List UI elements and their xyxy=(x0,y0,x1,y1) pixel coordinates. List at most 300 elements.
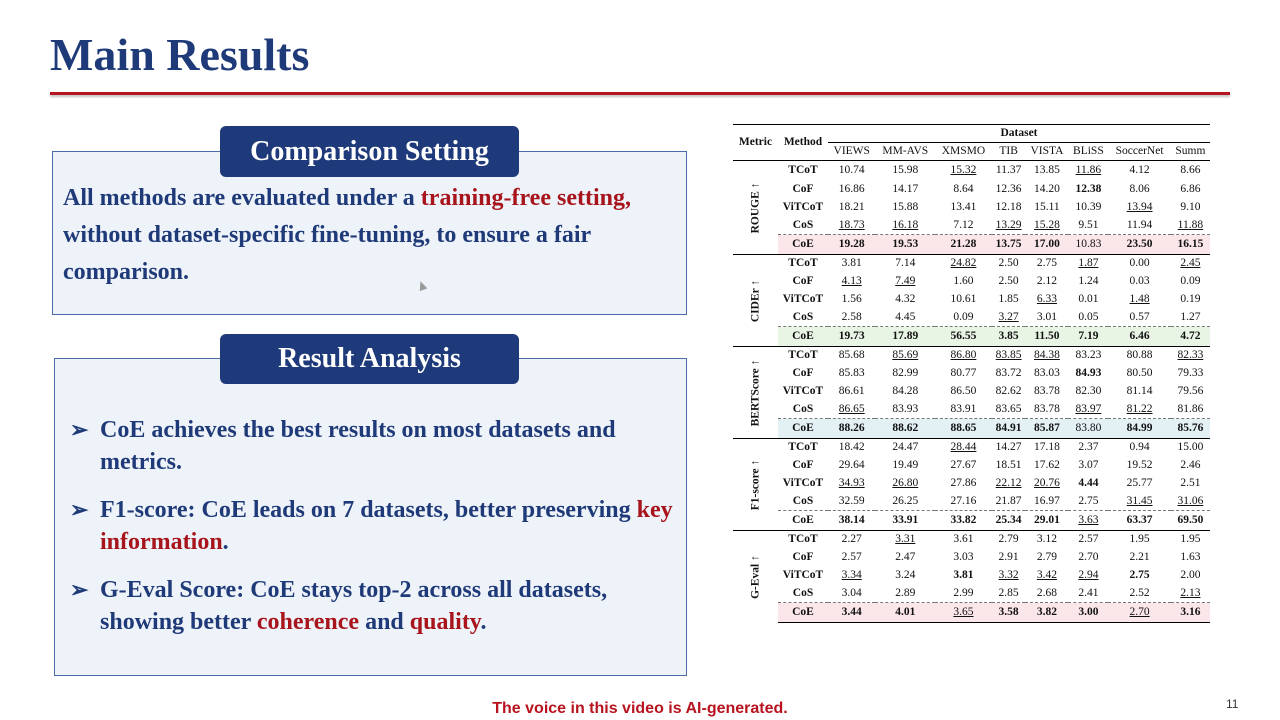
value-cell: 19.73 xyxy=(828,327,875,347)
method-cell: CoE xyxy=(778,511,828,531)
value-cell: 86.50 xyxy=(950,385,977,397)
value-cell: 2.27 xyxy=(828,531,875,549)
table-row xyxy=(733,161,1210,181)
value-cell: 19.53 xyxy=(875,235,935,255)
value-cell: 0.57 xyxy=(1129,310,1150,323)
value-cell: 3.58 xyxy=(992,603,1026,623)
value-cell: 2.85 xyxy=(998,586,1019,599)
metric-cell xyxy=(733,531,778,623)
value-cell: 4.72 xyxy=(1171,327,1210,347)
value-cell: 83.85 xyxy=(992,347,1026,365)
value-cell: 4.13 xyxy=(841,275,862,287)
method-cell: CoS xyxy=(792,218,814,231)
table-row xyxy=(733,511,1210,531)
value-cell: 3.82 xyxy=(1025,603,1068,623)
value-cell: 6.86 xyxy=(1180,183,1201,195)
header-dataset-name: XMSMO xyxy=(935,143,992,161)
value-cell: 27.67 xyxy=(950,459,977,471)
method-cell: TCoT xyxy=(778,439,828,457)
table-row xyxy=(733,585,1210,603)
value-cell: 83.72 xyxy=(995,367,1022,379)
value-cell: 2.50 xyxy=(998,275,1019,287)
value-cell: 21.28 xyxy=(935,235,992,255)
value-cell: 0.01 xyxy=(1078,293,1099,305)
metric-label: CIDEr ↑ xyxy=(749,279,761,322)
value-cell: 0.09 xyxy=(1180,275,1201,287)
value-cell: 1.24 xyxy=(1078,275,1099,287)
value-cell: 88.62 xyxy=(875,419,935,439)
value-cell: 80.77 xyxy=(950,367,977,379)
value-cell: 82.62 xyxy=(995,385,1022,397)
value-cell: 2.37 xyxy=(1068,439,1108,457)
value-cell: 83.65 xyxy=(995,402,1022,415)
arrow-bullet-icon: ➢ xyxy=(70,577,89,602)
value-cell: 9.51 xyxy=(1078,218,1099,231)
table-row xyxy=(733,603,1210,623)
value-cell: 6.46 xyxy=(1108,327,1170,347)
value-cell: 82.99 xyxy=(892,367,919,379)
table-row xyxy=(733,309,1210,327)
method-cell: CoS xyxy=(792,586,814,599)
value-cell: 13.29 xyxy=(995,218,1022,231)
value-cell: 20.76 xyxy=(1034,477,1060,489)
value-cell: 3.81 xyxy=(953,569,974,581)
header-dataset-name: MM-AVS xyxy=(875,143,935,161)
value-cell: 29.01 xyxy=(1025,511,1068,531)
value-cell: 63.37 xyxy=(1108,511,1170,531)
table-row xyxy=(733,493,1210,511)
value-cell: 2.75 xyxy=(1025,255,1068,273)
metric-label: ROUGE ↑ xyxy=(749,182,761,233)
value-cell: 3.31 xyxy=(875,531,935,549)
value-cell: 0.05 xyxy=(1078,310,1099,323)
comparison-text-c: without dataset-specific fine-tuning, to ensure a fair comparison. xyxy=(63,222,591,285)
value-cell: 8.66 xyxy=(1171,161,1210,181)
value-cell: 80.88 xyxy=(1108,347,1170,365)
header-dataset-name: VISTA xyxy=(1025,143,1068,161)
method-cell: CoE xyxy=(778,327,828,347)
value-cell: 17.18 xyxy=(1025,439,1068,457)
table-row xyxy=(733,457,1210,475)
value-cell: 79.33 xyxy=(1177,367,1204,379)
table-row xyxy=(733,383,1210,401)
method-cell: CoF xyxy=(792,551,814,563)
value-cell: 13.94 xyxy=(1126,201,1153,213)
value-cell: 2.51 xyxy=(1180,477,1201,489)
value-cell: 13.41 xyxy=(950,201,977,213)
value-cell: 3.04 xyxy=(841,586,862,599)
bullet-item xyxy=(70,494,680,558)
value-cell: 83.91 xyxy=(950,402,977,415)
value-cell: 3.12 xyxy=(1025,531,1068,549)
value-cell: 80.50 xyxy=(1126,367,1153,379)
value-cell: 31.45 xyxy=(1126,494,1153,507)
header-dataset: Dataset xyxy=(828,125,1210,143)
value-cell: 19.49 xyxy=(892,459,919,471)
value-cell: 88.65 xyxy=(935,419,992,439)
bullet-emphasis: quality xyxy=(409,609,481,635)
value-cell: 84.99 xyxy=(1108,419,1170,439)
value-cell: 1.85 xyxy=(998,293,1019,305)
value-cell: 82.33 xyxy=(1171,347,1210,365)
bullet-text: . xyxy=(480,609,487,635)
metric-label: BERTScore ↑ xyxy=(749,359,761,426)
header-method: Method xyxy=(778,125,828,161)
value-cell: 1.95 xyxy=(1171,531,1210,549)
value-cell: 11.94 xyxy=(1126,218,1153,231)
value-cell: 2.21 xyxy=(1129,551,1150,563)
value-cell: 83.03 xyxy=(1034,367,1060,379)
value-cell: 21.87 xyxy=(995,494,1022,507)
value-cell: 32.59 xyxy=(838,494,865,507)
value-cell: 2.68 xyxy=(1036,586,1057,599)
value-cell: 2.94 xyxy=(1078,569,1099,581)
value-cell: 2.57 xyxy=(1068,531,1108,549)
table-row xyxy=(733,273,1210,291)
bullet-emphasis: key information xyxy=(100,497,673,555)
value-cell: 38.14 xyxy=(828,511,875,531)
value-cell: 2.75 xyxy=(1078,494,1099,507)
value-cell: 85.87 xyxy=(1025,419,1068,439)
value-cell: 82.30 xyxy=(1075,385,1102,397)
value-cell: 2.70 xyxy=(1108,603,1170,623)
analysis-heading: Result Analysis xyxy=(220,334,519,384)
value-cell: 1.27 xyxy=(1180,310,1201,323)
value-cell: 4.01 xyxy=(875,603,935,623)
value-cell: 2.79 xyxy=(1036,551,1057,563)
method-cell: CoF xyxy=(792,459,814,471)
table-row xyxy=(733,255,1210,273)
value-cell: 0.19 xyxy=(1180,293,1201,305)
bullet-text: G-Eval Score: CoE stays top-2 across all datasets, showing better xyxy=(100,577,608,635)
value-cell: 3.03 xyxy=(953,551,974,563)
metric-cell xyxy=(733,347,778,439)
value-cell: 85.69 xyxy=(875,347,935,365)
method-cell: CoE xyxy=(778,235,828,255)
value-cell: 81.14 xyxy=(1126,385,1153,397)
value-cell: 83.78 xyxy=(1034,402,1060,415)
method-cell: ViTCoT xyxy=(782,293,824,305)
table-row xyxy=(733,419,1210,439)
value-cell: 86.65 xyxy=(838,402,865,415)
value-cell: 24.47 xyxy=(875,439,935,457)
value-cell: 2.58 xyxy=(841,310,862,323)
value-cell: 14.17 xyxy=(892,183,919,195)
value-cell: 3.61 xyxy=(935,531,992,549)
value-cell: 24.82 xyxy=(935,255,992,273)
bullet-item xyxy=(70,414,680,478)
method-cell: CoS xyxy=(792,310,814,323)
value-cell: 18.73 xyxy=(838,218,865,231)
table-row xyxy=(733,401,1210,419)
value-cell: 10.83 xyxy=(1068,235,1108,255)
value-cell: 7.12 xyxy=(953,218,974,231)
value-cell: 85.76 xyxy=(1171,419,1210,439)
value-cell: 4.44 xyxy=(1078,477,1099,489)
value-cell: 18.51 xyxy=(995,459,1022,471)
results-table xyxy=(733,124,1210,623)
value-cell: 2.00 xyxy=(1180,569,1201,581)
value-cell: 12.38 xyxy=(1075,183,1102,195)
value-cell: 1.60 xyxy=(953,275,974,287)
value-cell: 11.37 xyxy=(992,161,1026,181)
value-cell: 84.91 xyxy=(992,419,1026,439)
value-cell: 0.00 xyxy=(1108,255,1170,273)
value-cell: 29.64 xyxy=(838,459,865,471)
value-cell: 33.82 xyxy=(935,511,992,531)
header-dataset-name: TIB xyxy=(992,143,1026,161)
value-cell: 3.85 xyxy=(992,327,1026,347)
value-cell: 3.81 xyxy=(828,255,875,273)
value-cell: 0.09 xyxy=(953,310,974,323)
table-row xyxy=(733,327,1210,347)
table-row xyxy=(733,347,1210,365)
ai-voice-notice: The voice in this video is AI-generated. xyxy=(492,700,788,717)
metric-label: F1-score ↑ xyxy=(749,459,761,510)
value-cell: 16.18 xyxy=(892,218,919,231)
value-cell: 4.12 xyxy=(1108,161,1170,181)
value-cell: 28.44 xyxy=(935,439,992,457)
comparison-text-a: All methods are evaluated under a xyxy=(63,185,421,211)
method-cell: ViTCoT xyxy=(782,385,824,397)
value-cell: 3.07 xyxy=(1078,459,1099,471)
value-cell: 2.70 xyxy=(1078,551,1099,563)
value-cell: 12.18 xyxy=(995,201,1022,213)
value-cell: 13.85 xyxy=(1025,161,1068,181)
value-cell: 9.10 xyxy=(1180,201,1201,213)
metric-label: G-Eval ↑ xyxy=(749,554,761,599)
method-cell: TCoT xyxy=(778,347,828,365)
table-row xyxy=(733,217,1210,235)
value-cell: 19.28 xyxy=(828,235,875,255)
value-cell: 3.34 xyxy=(841,569,862,581)
bullet-text: . xyxy=(222,529,229,555)
value-cell: 26.80 xyxy=(892,477,919,489)
value-cell: 83.78 xyxy=(1034,385,1060,397)
slide-title: Main Results xyxy=(50,29,310,80)
value-cell: 15.32 xyxy=(935,161,992,181)
value-cell: 4.45 xyxy=(895,310,916,323)
comparison-heading: Comparison Setting xyxy=(220,126,519,177)
metric-cell xyxy=(733,439,778,531)
value-cell: 2.47 xyxy=(895,551,916,563)
method-cell: ViTCoT xyxy=(782,477,824,489)
metric-cell xyxy=(733,161,778,255)
value-cell: 2.99 xyxy=(953,586,974,599)
value-cell: 85.83 xyxy=(838,367,865,379)
value-cell: 23.50 xyxy=(1108,235,1170,255)
value-cell: 3.65 xyxy=(935,603,992,623)
value-cell: 11.88 xyxy=(1177,218,1204,231)
value-cell: 2.46 xyxy=(1180,459,1201,471)
value-cell: 69.50 xyxy=(1171,511,1210,531)
value-cell: 15.00 xyxy=(1171,439,1210,457)
value-cell: 83.97 xyxy=(1075,402,1102,415)
value-cell: 2.41 xyxy=(1078,586,1099,599)
table-header-row xyxy=(733,125,1210,143)
method-cell: CoF xyxy=(792,183,814,195)
value-cell: 2.75 xyxy=(1129,569,1150,581)
value-cell: 56.55 xyxy=(935,327,992,347)
bullet-emphasis: coherence xyxy=(256,609,360,635)
value-cell: 2.52 xyxy=(1129,586,1150,599)
value-cell: 1.48 xyxy=(1129,293,1150,305)
value-cell: 2.50 xyxy=(992,255,1026,273)
comparison-emphasis: training-free setting, xyxy=(420,185,631,211)
value-cell: 3.16 xyxy=(1171,603,1210,623)
bullet-text: F1-score: CoE leads on 7 datasets, better preserving xyxy=(100,497,637,523)
value-cell: 19.52 xyxy=(1126,459,1153,471)
analysis-bullets xyxy=(70,414,680,654)
table-row xyxy=(733,439,1210,457)
value-cell: 3.63 xyxy=(1068,511,1108,531)
value-cell: 26.25 xyxy=(892,494,919,507)
value-cell: 16.15 xyxy=(1171,235,1210,255)
value-cell: 12.36 xyxy=(995,183,1022,195)
arrow-bullet-icon: ➢ xyxy=(70,417,89,442)
value-cell: 1.63 xyxy=(1180,551,1201,563)
value-cell: 34.93 xyxy=(838,477,865,489)
value-cell: 10.39 xyxy=(1075,201,1102,213)
value-cell: 22.12 xyxy=(995,477,1022,489)
value-cell: 2.91 xyxy=(998,551,1019,563)
value-cell: 18.21 xyxy=(838,201,865,213)
method-cell: CoE xyxy=(778,603,828,623)
method-cell: ViTCoT xyxy=(782,201,824,213)
value-cell: 84.93 xyxy=(1075,367,1102,379)
value-cell: 86.61 xyxy=(838,385,865,397)
header-dataset-name: SoccerNet xyxy=(1108,143,1170,161)
bullet-text: CoE achieves the best results on most datasets and metrics. xyxy=(100,417,616,475)
value-cell: 17.62 xyxy=(1034,459,1060,471)
value-cell: 14.20 xyxy=(1034,183,1060,195)
method-cell: ViTCoT xyxy=(782,569,824,581)
value-cell: 7.19 xyxy=(1068,327,1108,347)
value-cell: 17.89 xyxy=(875,327,935,347)
value-cell: 11.86 xyxy=(1068,161,1108,181)
value-cell: 3.00 xyxy=(1068,603,1108,623)
metric-cell xyxy=(733,255,778,347)
table-row xyxy=(733,291,1210,309)
method-cell: TCoT xyxy=(778,531,828,549)
value-cell: 81.22 xyxy=(1126,402,1153,415)
header-dataset-name: Summ xyxy=(1171,143,1210,161)
table-row xyxy=(733,199,1210,217)
value-cell: 15.98 xyxy=(875,161,935,181)
value-cell: 84.28 xyxy=(892,385,919,397)
value-cell: 2.89 xyxy=(895,586,916,599)
value-cell: 14.27 xyxy=(992,439,1026,457)
results-table-wrap xyxy=(733,124,1210,623)
method-cell: CoE xyxy=(778,419,828,439)
value-cell: 16.97 xyxy=(1034,494,1060,507)
method-cell: CoS xyxy=(792,402,814,415)
value-cell: 3.42 xyxy=(1036,569,1057,581)
value-cell: 79.56 xyxy=(1177,385,1204,397)
value-cell: 2.79 xyxy=(992,531,1026,549)
title-divider xyxy=(50,92,1230,95)
value-cell: 4.32 xyxy=(895,293,916,305)
table-row xyxy=(733,181,1210,199)
table-row xyxy=(733,475,1210,493)
value-cell: 88.26 xyxy=(828,419,875,439)
value-cell: 7.49 xyxy=(895,275,916,287)
header-dataset-name: BLiSS xyxy=(1068,143,1108,161)
bullet-text: and xyxy=(359,609,410,635)
comparison-text xyxy=(63,180,683,291)
value-cell: 16.86 xyxy=(838,183,865,195)
bullet-item xyxy=(70,574,680,638)
value-cell: 8.06 xyxy=(1129,183,1150,195)
value-cell: 0.03 xyxy=(1129,275,1150,287)
value-cell: 10.61 xyxy=(950,293,977,305)
value-cell: 3.24 xyxy=(895,569,916,581)
method-cell: CoS xyxy=(792,494,814,507)
value-cell: 31.06 xyxy=(1177,494,1204,507)
table-row xyxy=(733,531,1210,549)
method-cell: TCoT xyxy=(778,161,828,181)
value-cell: 25.77 xyxy=(1126,477,1153,489)
table-body xyxy=(733,161,1210,623)
page-number: 11 xyxy=(1226,697,1239,711)
method-cell: CoF xyxy=(792,275,814,287)
value-cell: 2.12 xyxy=(1036,275,1057,287)
value-cell: 1.87 xyxy=(1068,255,1108,273)
value-cell: 83.93 xyxy=(892,402,919,415)
value-cell: 11.50 xyxy=(1025,327,1068,347)
value-cell: 15.88 xyxy=(892,201,919,213)
table-row xyxy=(733,567,1210,585)
method-cell: CoF xyxy=(792,367,814,379)
value-cell: 2.45 xyxy=(1171,255,1210,273)
value-cell: 17.00 xyxy=(1025,235,1068,255)
value-cell: 8.64 xyxy=(953,183,974,195)
value-cell: 83.23 xyxy=(1068,347,1108,365)
table-row xyxy=(733,235,1210,255)
value-cell: 3.44 xyxy=(828,603,875,623)
value-cell: 33.91 xyxy=(875,511,935,531)
value-cell: 25.34 xyxy=(992,511,1026,531)
value-cell: 6.33 xyxy=(1036,293,1057,305)
value-cell: 1.56 xyxy=(841,293,862,305)
value-cell: 2.57 xyxy=(841,551,862,563)
value-cell: 81.86 xyxy=(1177,402,1204,415)
table-row xyxy=(733,365,1210,383)
header-metric: Metric xyxy=(733,125,778,161)
value-cell: 3.32 xyxy=(998,569,1019,581)
value-cell: 27.16 xyxy=(950,494,977,507)
value-cell: 85.68 xyxy=(828,347,875,365)
header-dataset-name: VIEWS xyxy=(828,143,875,161)
value-cell: 0.94 xyxy=(1108,439,1170,457)
value-cell: 15.11 xyxy=(1034,201,1060,213)
value-cell: 3.27 xyxy=(998,310,1019,323)
value-cell: 15.28 xyxy=(1034,218,1060,231)
value-cell: 1.95 xyxy=(1108,531,1170,549)
value-cell: 86.80 xyxy=(935,347,992,365)
value-cell: 2.13 xyxy=(1180,586,1201,599)
value-cell: 3.01 xyxy=(1036,310,1057,323)
value-cell: 18.42 xyxy=(828,439,875,457)
table-row xyxy=(733,549,1210,567)
value-cell: 7.14 xyxy=(875,255,935,273)
value-cell: 27.86 xyxy=(950,477,977,489)
method-cell: TCoT xyxy=(778,255,828,273)
arrow-bullet-icon: ➢ xyxy=(70,497,89,522)
value-cell: 13.75 xyxy=(992,235,1026,255)
value-cell: 84.38 xyxy=(1025,347,1068,365)
value-cell: 10.74 xyxy=(828,161,875,181)
